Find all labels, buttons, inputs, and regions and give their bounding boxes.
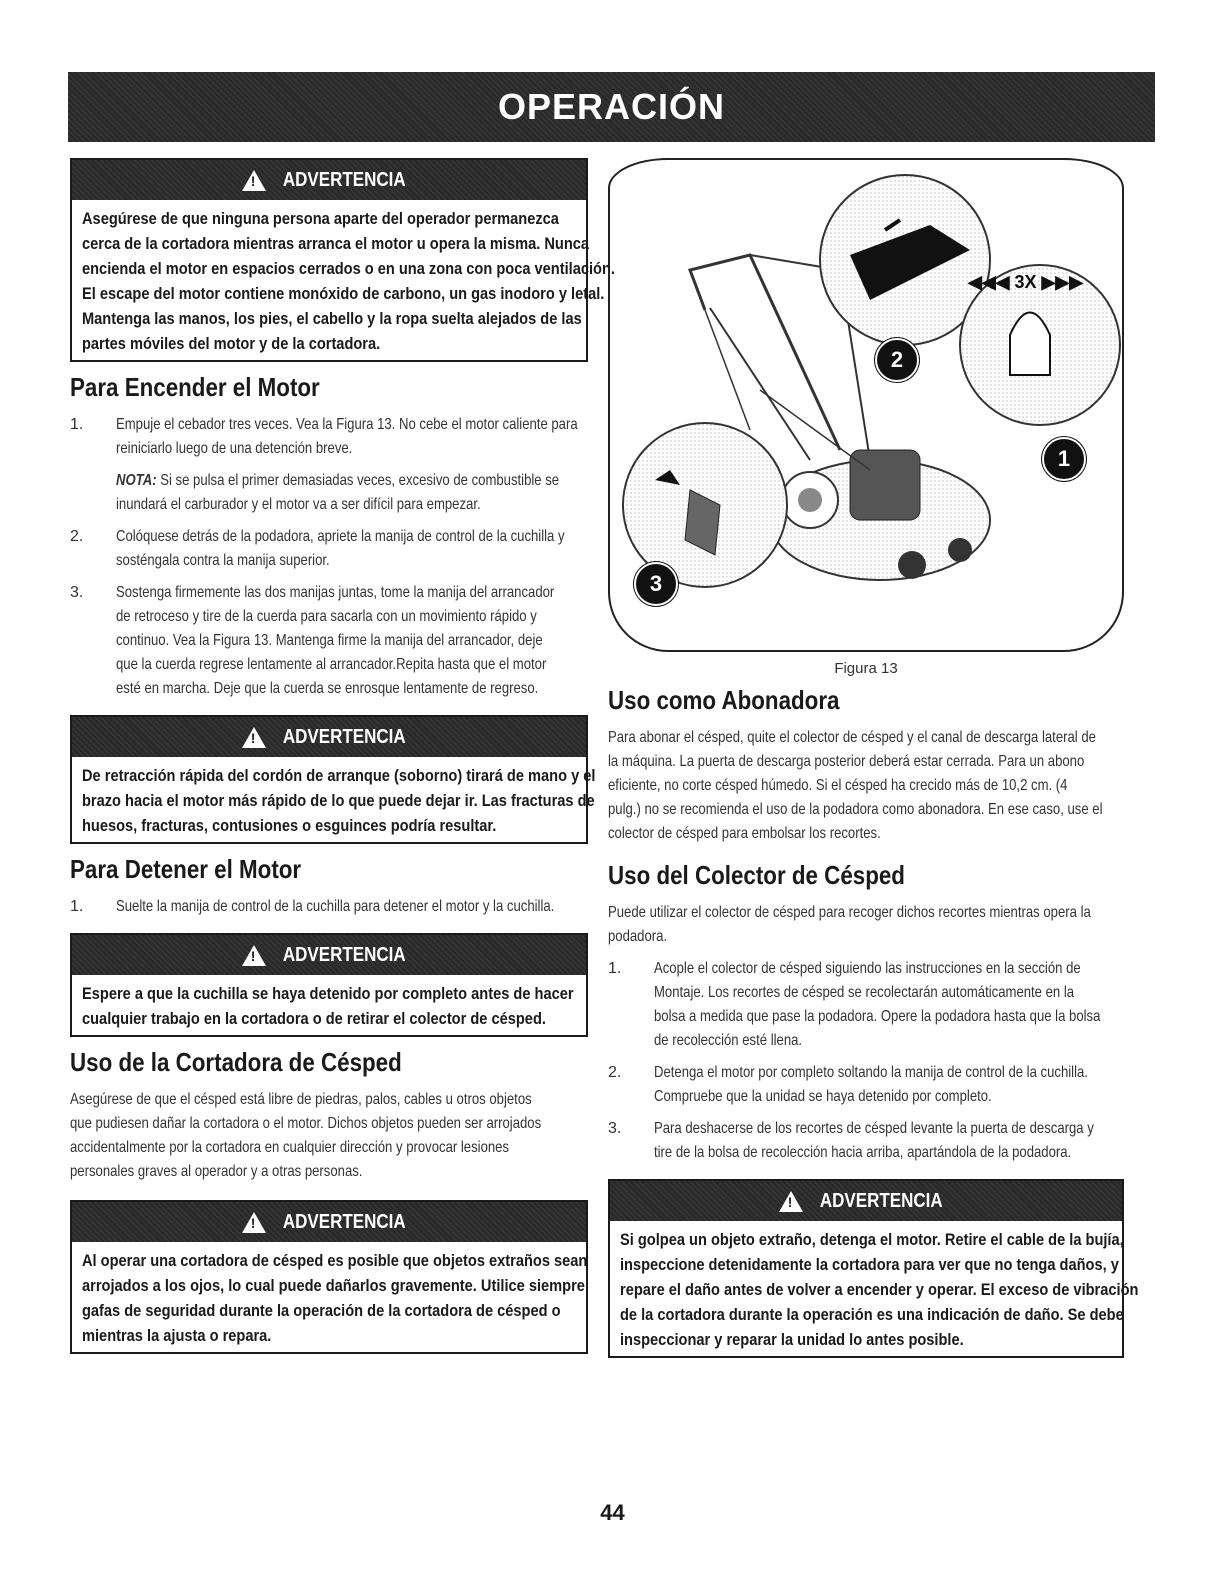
page-number: 44 (600, 1500, 625, 1525)
warning-line: de la cortadora durante la operación es una indicación de daño. Se debe (620, 1305, 1124, 1324)
text-line: Suelte la manija de control de la cuchilla para detener el motor y la cuchilla. (116, 898, 555, 915)
warning-line: El escape del motor contiene monóxido de carbono, un gas inodoro y letal. (82, 284, 605, 303)
warning-line: encienda el motor en espacios cerrados o en una zona con poca ventilación. (82, 259, 615, 278)
figure-caption: Figura 13 (834, 660, 898, 677)
warning-text (610, 1221, 1139, 1356)
warning-line: brazo hacia el motor más rápido de lo que puede dejar ir. Las fracturas de (82, 791, 595, 810)
warning-line: repare el daño antes de volver a encender y operar. El exceso de vibración (620, 1280, 1139, 1299)
text-line: colector de césped para embolsar los recortes. (608, 825, 881, 842)
text-line: podadora. (608, 928, 668, 945)
list-text (116, 413, 679, 461)
text-line: que la cuerda regrese lentamente al arrancador.Repita hasta que el motor (116, 656, 547, 673)
warning-line: mientras la ajusta o repara. (82, 1326, 272, 1345)
warning-line: inspeccione detenidamente la cortadora para ver que no tenga daños, y (620, 1255, 1119, 1274)
list-text (654, 1117, 1190, 1165)
warning-line: cualquier trabajo en la cortadora o de retirar el colector de césped. (82, 1009, 546, 1028)
nota-text (116, 469, 656, 517)
text-line: pulg.) no se recomienda el uso de la podadora como abonadora. En ese caso, use el (608, 801, 1103, 818)
text-line: accidentalmente por la cortadora en cualquier dirección y provocar lesiones (70, 1139, 510, 1156)
list-text (116, 581, 651, 701)
text-line: Compruebe que la unidad se haya detenido por completo. (654, 1088, 992, 1105)
warning-text (72, 1242, 586, 1352)
warning-line: De retracción rápida del cordón de arranque (soborno) tirará de mano y el (82, 766, 596, 785)
warning-line: huesos, fracturas, contusiones o esguinces podría resultar. (82, 816, 497, 835)
text-line: Sostenga firmemente las dos manijas juntas, tome la manija del arrancador (116, 584, 555, 601)
list-text (116, 525, 663, 573)
figure-13-illustration (608, 158, 1124, 652)
text-line: la máquina. La puerta de descarga posterior deberá estar cerrada. Para un abono (608, 753, 1085, 770)
warning-label: ADVERTENCIA (282, 1210, 406, 1233)
list-number: 2. (608, 1064, 622, 1081)
warning-triangle-icon (242, 727, 266, 748)
text-line: Para abonar el césped, quite el colector de césped y el canal de descarga lateral de (608, 729, 1096, 746)
text-line: Asegúrese de que el césped está libre de piedras, palos, cables u otros objetos (70, 1091, 532, 1108)
warning-label: ADVERTENCIA (819, 1189, 943, 1212)
right-column (608, 158, 1139, 1368)
warning-box (70, 933, 588, 1037)
warning-text (72, 757, 596, 842)
warning-box (70, 158, 615, 362)
text-line: Acople el colector de césped siguiendo las instrucciones en la sección de (654, 960, 1081, 977)
text-line: Detenga el motor por completo soltando la manija de control de la cuchilla. (654, 1064, 1088, 1081)
speed-label: ◀◀◀ 3X ▶▶▶ (968, 272, 1084, 292)
warning-triangle-icon (779, 1191, 803, 1212)
callout-badge-2: 2 (875, 338, 919, 382)
warning-line: Mantenga las manos, los pies, el cabello y la ropa suelta alejados de las (82, 309, 582, 328)
list-item (70, 581, 588, 701)
text-line: sosténgala contra la manija superior. (116, 552, 330, 569)
warning-triangle-icon (242, 170, 266, 191)
encender-steps (70, 413, 588, 701)
uso-cortadora-paragraph (70, 1088, 588, 1184)
list-number: 3. (70, 584, 84, 601)
list-text (116, 895, 651, 919)
list-item (608, 957, 1124, 1053)
list-number: 1. (70, 416, 84, 433)
warning-line: gafas de seguridad durante la operación de la cortadora de césped o (82, 1301, 561, 1320)
text-line: eficiente, no corte césped húmedo. Si el césped ha crecido más de 10,2 cm. (4 (608, 777, 1068, 794)
detener-steps (70, 895, 588, 919)
text-line: Empuje el cebador tres veces. Vea la Figura 13. No cebe el motor caliente para (116, 416, 578, 433)
warning-box (70, 1200, 588, 1354)
warning-label: ADVERTENCIA (282, 168, 406, 191)
nota-note (70, 469, 588, 517)
warning-box (608, 1179, 1139, 1358)
list-item (608, 1117, 1124, 1165)
heading-detener: Para Detener el Motor (70, 854, 302, 884)
warning-line: inspeccionar y reparar la unidad lo antes posible. (620, 1330, 964, 1349)
list-text (654, 957, 1198, 1053)
section-title: OPERACIÓN (497, 86, 726, 127)
warning-line: Si golpea un objeto extraño, detenga el motor. Retire el cable de la bujía, (620, 1230, 1124, 1249)
text-line: continuo. Vea la Figura 13. Mantenga firme la manija del arrancador, deje (116, 632, 543, 649)
warning-triangle-icon (242, 945, 266, 966)
warning-line: Asegúrese de que ninguna persona aparte del operador permanezca (82, 209, 559, 228)
heading-encender: Para Encender el Motor (70, 372, 320, 402)
section-banner (68, 72, 1155, 142)
text-line: de retroceso y tire de la cuerda para sacarla con un movimiento rápido y (116, 608, 537, 625)
warning-line: partes móviles del motor y de la cortadora. (82, 334, 381, 353)
callout-badge-1: 1 (1042, 437, 1086, 481)
warning-header (72, 717, 586, 757)
heading-abonadora: Uso como Abonadora (608, 685, 840, 715)
list-number: 1. (608, 960, 622, 977)
heading-colector: Uso del Colector de Césped (608, 860, 905, 890)
list-number: 1. (70, 898, 84, 915)
list-item (608, 1061, 1124, 1109)
warning-line: Al operar una cortadora de césped es posible que objetos extraños sean (82, 1251, 588, 1270)
nota-line (116, 469, 559, 493)
warning-header (72, 1202, 586, 1242)
text-line: de recolección esté llena. (654, 1032, 803, 1049)
heading-uso-cortadora: Uso de la Cortadora de Césped (70, 1047, 402, 1077)
left-column (70, 158, 615, 1364)
text-line: que pudiesen dañar la cortadora o el motor. Dichos objetos pueden ser arrojados (70, 1115, 542, 1132)
colector-steps (608, 957, 1124, 1165)
warning-line: cerca de la cortadora mientras arranca el motor u opera la misma. Nunca (82, 234, 590, 253)
text-line: bolsa a medida que pase la podadora. Opere la podadora hasta que la bolsa (654, 1008, 1101, 1025)
warning-header (72, 160, 586, 200)
list-text (654, 1061, 1183, 1109)
warning-box (70, 715, 596, 844)
nota-line: inundará el carburador y el motor va a ser difícil para empezar. (116, 496, 481, 513)
callout-badge-3: 3 (634, 562, 678, 606)
colector-intro (608, 901, 1124, 949)
list-number: 2. (70, 528, 84, 545)
abonadora-paragraph (608, 726, 1124, 846)
warning-text (72, 200, 615, 360)
warning-line: arrojados a los ojos, lo cual puede dañarlos gravemente. Utilice siempre (82, 1276, 585, 1295)
text-line: tire de la bolsa de recolección hacia arriba, apartándola de la podadora. (654, 1144, 1072, 1161)
warning-label: ADVERTENCIA (282, 943, 406, 966)
text-line: reiniciarlo luego de una detención breve. (116, 440, 353, 457)
text-line: Puede utilizar el colector de césped para recoger dichos recortes mientras opera la (608, 904, 1091, 921)
text-line: Montaje. Los recortes de césped se recolectarán automáticamente en la (654, 984, 1075, 1001)
text-line: esté en marcha. Deje que la cuerda se enrosque lentamente de regreso. (116, 680, 539, 697)
warning-triangle-icon (242, 1212, 266, 1233)
text-line: personales graves al operador y a otras personas. (70, 1163, 363, 1180)
warning-label: ADVERTENCIA (282, 725, 406, 748)
warning-header (72, 935, 586, 975)
list-item (70, 525, 588, 573)
text-line: Colóquese detrás de la podadora, apriete la manija de control de la cuchilla y (116, 528, 565, 545)
warning-header (610, 1181, 1122, 1221)
text-line: Para deshacerse de los recortes de césped levante la puerta de descarga y (654, 1120, 1094, 1137)
list-item (70, 413, 588, 461)
lawnmower-illustration (610, 160, 1122, 646)
nota-label: NOTA: (116, 472, 157, 489)
list-number: 3. (608, 1120, 622, 1137)
list-item (70, 895, 588, 919)
warning-line: Espere a que la cuchilla se haya detenido por completo antes de hacer (82, 984, 574, 1003)
warning-text (72, 975, 586, 1035)
nota-line-text: Si se pulsa el primer demasiadas veces, excesivo de combustible se (156, 472, 560, 489)
